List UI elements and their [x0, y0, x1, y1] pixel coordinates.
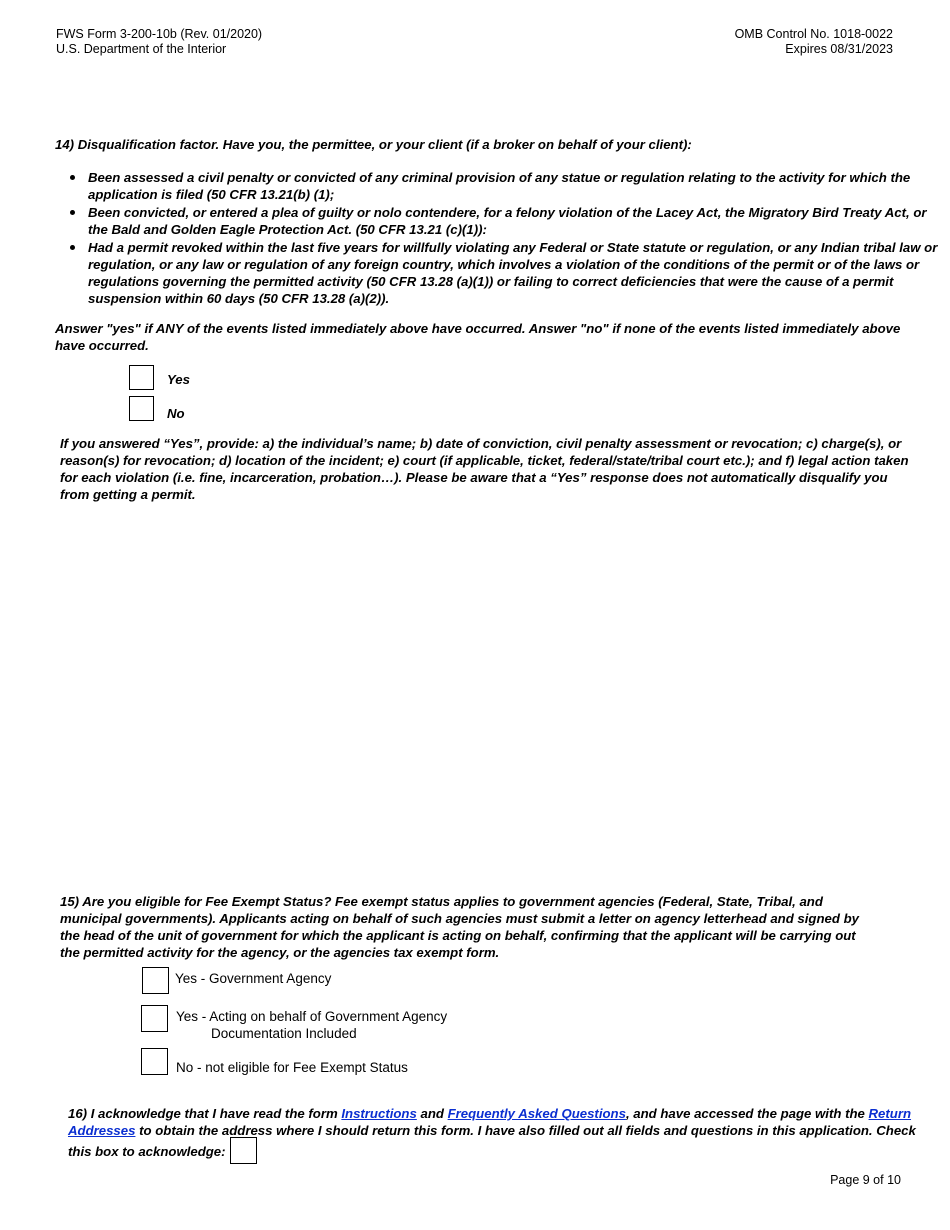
- form-number: FWS Form 3-200-10b (Rev. 01/2020): [56, 27, 263, 41]
- q15-question: 15) Are you eligible for Fee Exempt Status? Fee exempt status applies to government agencies (Federal, State, Tribal, and municipal governments). Applicants acting on behalf of such agencies must submit a letter on agency letterhead and signed by the head of the unit of government for which the applicant is acting on behalf, confirming that the applicant will be carrying out the permitted activity for the agency, or the agencies tax exempt form.: [60, 894, 859, 960]
- form-header-right: [735, 27, 893, 57]
- q14-followup-instructions: If you answered “Yes”, provide: a) the individual’s name; b) date of conviction, civil penalty assessment or revocation; c) charge(s), or reason(s) for revocation; d) location of the incident; e) court (if applicable, ticket, federal/state/tribal court etc.); and f) legal action taken for each violation (i.e. fine, incarceration, probation…). Please be aware that a “Yes” response does not automatically disqualify you from getting a permit.: [60, 436, 909, 502]
- q16-prefix-text: 16) I acknowledge that I have read the form: [68, 1106, 342, 1121]
- instructions-link[interactable]: Instructions: [341, 1106, 417, 1121]
- expiration-date: Expires 08/31/2023: [785, 42, 893, 56]
- q16-acknowledge-checkbox[interactable]: [230, 1137, 257, 1164]
- q16-suffix-text: to obtain the address where I should return this form. I have also filled out all fields and questions in this application. Check this box to acknowledge:: [68, 1123, 916, 1159]
- form-header-left: [56, 27, 262, 57]
- faq-link[interactable]: Frequently Asked Questions: [447, 1106, 626, 1121]
- q16-middle-text: , and have accessed the page with the: [625, 1106, 869, 1121]
- q15-not-eligible-label: No - not eligible for Fee Exempt Status: [176, 1060, 408, 1075]
- q15-acting-on-behalf-checkbox[interactable]: [141, 1005, 168, 1032]
- q14-no-checkbox[interactable]: [129, 396, 154, 421]
- q14-title: 14) Disqualification factor. Have you, the permittee, or your client (if a broker on behalf of your client):: [55, 137, 692, 152]
- omb-control-number: OMB Control No. 1018-0022: [734, 27, 893, 41]
- q14-bullet-civil-penalty: Been assessed a civil penalty or convicted of any criminal provision of any statue or regulation relating to the activity for which the application is filed (50 CFR 13.21(b) (1);: [88, 169, 938, 203]
- q14-bullet-list: [55, 169, 938, 308]
- page-number: Page 9 of 10: [830, 1173, 901, 1187]
- q14-answer-instruction: Answer "yes" if ANY of the events listed immediately above have occurred. Answer "no" if none of the events listed immediately above have occurred.: [55, 321, 901, 353]
- q14-bullet-felony-conviction: Been convicted, or entered a plea of guilty or nolo contendere, for a felony violation of the Lacey Act, the Migratory Bird Treaty Act, or the Bald and Golden Eagle Protection Act. (50 CFR 13.21 (c)(1)):: [88, 204, 938, 238]
- q15-gov-agency-label: Yes - Government Agency: [175, 971, 332, 986]
- return-addresses-link[interactable]: Return Addresses: [68, 1106, 912, 1138]
- q15-gov-agency-checkbox[interactable]: [142, 967, 169, 994]
- q14-yes-label: Yes: [167, 372, 190, 387]
- q15-acting-on-behalf-label: Yes - Acting on behalf of Government Agency: [176, 1009, 448, 1024]
- q15-documentation-included-label: Documentation Included: [211, 1026, 357, 1041]
- department-name: U.S. Department of the Interior: [56, 42, 227, 56]
- q16-and-text: and: [416, 1106, 448, 1121]
- q14-bullet-permit-revoked: Had a permit revoked within the last five years for willfully violating any Federal or State statute or regulation, or any Indian tribal law or regulation, or any law or regulation of any foreign country, which involves a violation of the conditions of the permit or of the laws or regulations governing the permitted activity (50 CFR 13.28 (a)(1)) or failing to correct deficiencies that were the cause of a permit suspension within 60 days (50 CFR 13.28 (a)(2)).: [88, 240, 938, 306]
- q14-no-label: No: [167, 406, 185, 421]
- q16-acknowledgement: [68, 1105, 928, 1166]
- q14-yes-checkbox[interactable]: [129, 365, 154, 390]
- q15-not-eligible-checkbox[interactable]: [141, 1048, 168, 1075]
